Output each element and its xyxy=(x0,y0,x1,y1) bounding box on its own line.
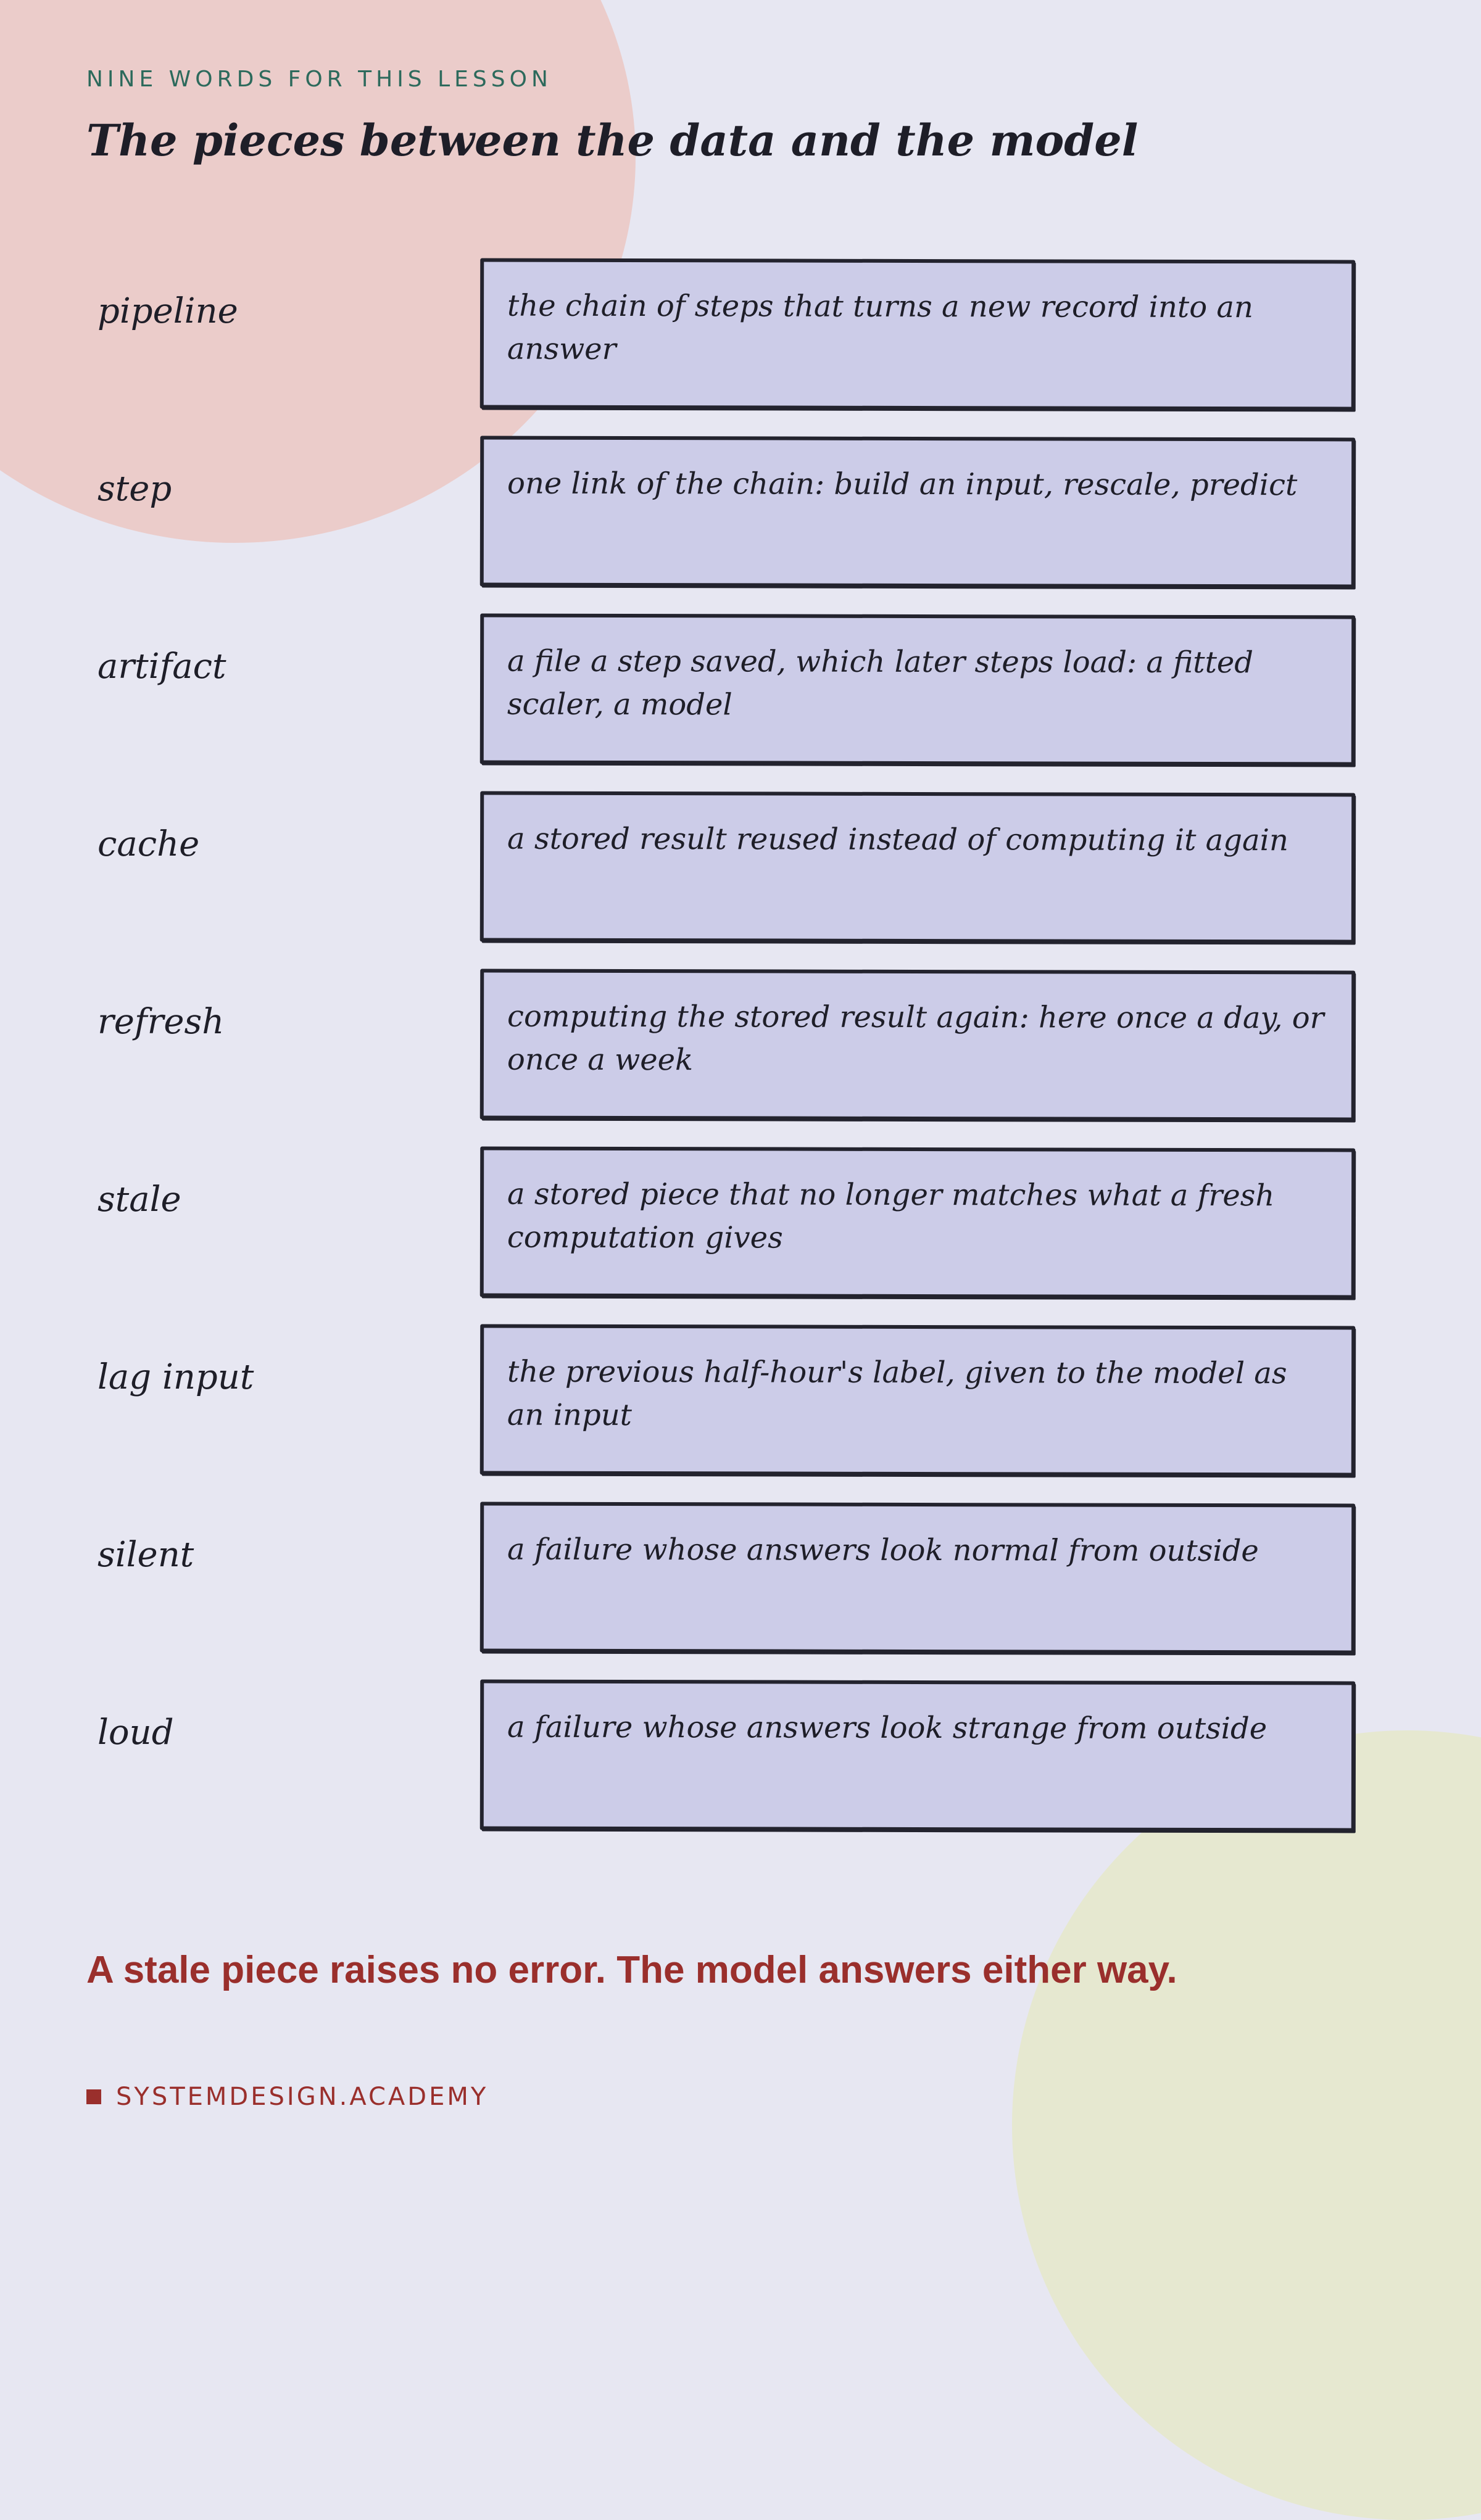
term-word: cache xyxy=(97,824,200,864)
term-definition: a file a step saved, which later steps load: a fitted scaler, a model xyxy=(507,643,1254,722)
term-definition: one link of the chain: build an input, rescale, predict xyxy=(507,466,1298,503)
closing-statement: A stale piece raises no error. The model answers either way. xyxy=(86,1949,1177,1991)
glossary-row-lag-input xyxy=(0,1325,1481,1479)
term-definition: the chain of steps that turns a new record into an answer xyxy=(507,288,1253,366)
definition-card xyxy=(480,614,1356,766)
term-definition: a failure whose answers look normal from outside xyxy=(507,1532,1259,1569)
term-definition: a failure whose answers look strange from outside xyxy=(507,1709,1267,1746)
glossary-row-stale xyxy=(0,1147,1481,1302)
definition-card xyxy=(480,1680,1356,1832)
definition-card xyxy=(480,436,1356,589)
term-word: step xyxy=(97,469,172,509)
eyebrow-label: NINE WORDS FOR THIS LESSON xyxy=(86,67,552,92)
term-definition: a stored piece that no longer matches what a fresh computation gives xyxy=(507,1176,1275,1255)
term-word: artifact xyxy=(97,647,226,687)
definition-card xyxy=(480,791,1356,944)
definition-card xyxy=(480,969,1356,1122)
glossary-row-step xyxy=(0,437,1481,591)
term-word: refresh xyxy=(97,1002,225,1042)
definition-card xyxy=(480,1147,1356,1299)
term-word: lag input xyxy=(97,1357,254,1397)
term-word: loud xyxy=(97,1712,174,1753)
glossary-row-cache xyxy=(0,792,1481,946)
term-word: stale xyxy=(97,1179,181,1220)
glossary-row-refresh xyxy=(0,970,1481,1124)
definition-card xyxy=(480,1324,1356,1477)
glossary-row-pipeline xyxy=(0,259,1481,413)
definition-card xyxy=(480,1502,1356,1655)
footer-brand: SYSTEMDESIGN.ACADEMY xyxy=(116,2083,489,2111)
square-bullet-icon xyxy=(86,2089,101,2104)
decorative-olive-circle xyxy=(1012,1730,1481,2520)
term-word: pipeline xyxy=(97,291,238,331)
definition-card xyxy=(480,258,1356,411)
glossary-row-loud xyxy=(0,1680,1481,1835)
term-definition: computing the stored result again: here once a day, or once a week xyxy=(507,999,1324,1078)
term-definition: a stored result reused instead of computing it again xyxy=(507,821,1288,858)
glossary-row-artifact xyxy=(0,614,1481,769)
footer xyxy=(86,2081,488,2112)
page-title: The pieces between the data and the model xyxy=(86,115,1139,166)
glossary-row-silent xyxy=(0,1503,1481,1657)
term-word: silent xyxy=(97,1535,194,1575)
term-definition: the previous half-hour's label, given to the model as an input xyxy=(507,1354,1287,1433)
